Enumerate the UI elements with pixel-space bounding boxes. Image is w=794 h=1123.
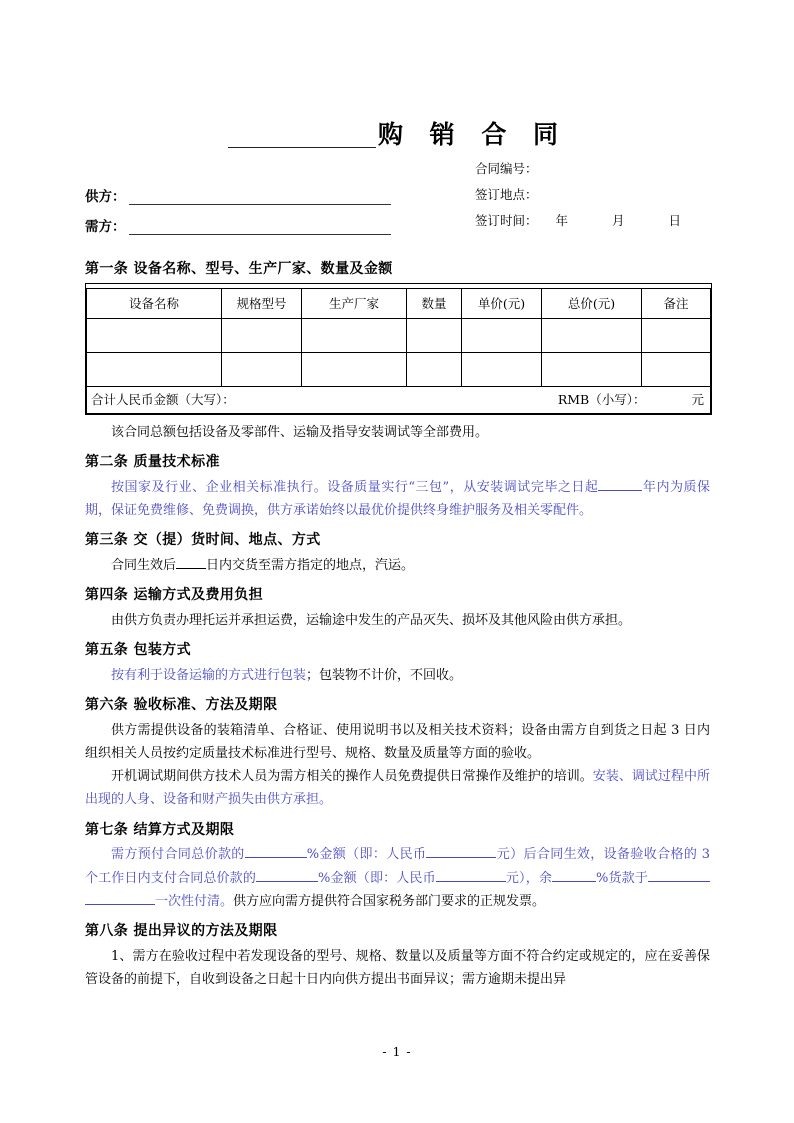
payment-date-blank-2[interactable]	[85, 904, 155, 905]
warranty-years-blank[interactable]	[598, 490, 642, 491]
cell-unit-price[interactable]	[462, 352, 542, 386]
col-header-model: 规格型号	[222, 288, 302, 318]
payment-date-blank-1[interactable]	[648, 881, 710, 882]
section-3-heading: 第三条 交（提）货时间、地点、方式	[85, 532, 321, 549]
total-amount-label: 合计人民币金额（大写）：	[91, 392, 235, 408]
buyer-label: 需方：	[85, 219, 126, 235]
contract-meta-block	[475, 162, 710, 244]
section-6-text-black: 开机调试期间供方技术人员为需方相关的操作人员免费提供日常操作及维护的培训。	[111, 769, 593, 785]
col-header-remark: 备注	[642, 288, 711, 318]
section-1-note: 该合同总额包括设备及零部件、运输及指导安装调试等全部费用。	[111, 424, 489, 440]
sign-time-label: 签订时间：	[475, 212, 538, 228]
supplier-input[interactable]	[129, 189, 391, 205]
section-6-heading: 第六条 验收标准、方法及期限	[85, 697, 278, 714]
rmb-amount-label: RMB（小写）：	[557, 392, 646, 408]
section-7-text-2: %金额（即：人民币	[306, 847, 427, 863]
section-7-text-1: 需方预付合同总价款的	[111, 847, 245, 863]
remainder-percent-blank[interactable]	[552, 881, 596, 882]
section-5-heading: 第五条 包装方式	[85, 642, 192, 659]
total-cell	[87, 386, 711, 413]
cell-quantity[interactable]	[407, 318, 462, 352]
page-title: 购 销 合 同	[377, 119, 568, 149]
cell-name[interactable]	[87, 352, 222, 386]
title-blank-field[interactable]	[228, 121, 376, 148]
prepay-amount-blank[interactable]	[426, 857, 496, 858]
document-body	[85, 100, 710, 991]
col-header-manufacturer: 生产厂家	[302, 288, 407, 318]
parties-block	[85, 162, 435, 244]
section-6-text-blue: 安装、调试过程中所出现的人身、设备和财产损失由供方承担。	[85, 769, 710, 808]
section-7-text-6: %货款于	[596, 870, 648, 886]
document-title-row	[85, 100, 710, 148]
goods-table	[86, 288, 711, 414]
buyer-input[interactable]	[129, 219, 391, 235]
section-7-text-5: 元），余	[505, 870, 553, 886]
table-header-row	[87, 288, 711, 318]
section-3-text-b: 日内交货至需方指定的地点，汽运。	[206, 558, 415, 574]
cell-total-price[interactable]	[542, 318, 642, 352]
section-4-paragraph: 由供方负责办理托运并承担运费，运输途中发生的产品灭失、损坏及其他风险由供方承担。	[111, 613, 632, 629]
cell-manufacturer[interactable]	[302, 318, 407, 352]
section-5-paragraph	[85, 664, 710, 687]
section-6-paragraph-2	[85, 765, 710, 811]
sign-place-label: 签订地点：	[475, 186, 538, 202]
section-1-heading: 第一条 设备名称、型号、生产厂家、数量及金额	[85, 261, 393, 277]
section-3-text-a: 合同生效后	[111, 558, 177, 574]
section-6-paragraph-1: 供方需提供设备的装箱清单、合格证、使用说明书以及相关技术资料；设备由需方自到货之日起 3 日内组织相关人员按约定质量技术标准进行型号、规格、数量及质量等方面的验收。	[85, 723, 710, 762]
cell-model[interactable]	[222, 352, 302, 386]
section-8-heading: 第八条 提出异议的方法及期限	[85, 922, 278, 939]
section-7-paragraph	[85, 843, 710, 912]
section-3-paragraph	[85, 554, 710, 577]
section-7-heading: 第七条 结算方式及期限	[85, 821, 235, 838]
sign-time-ymd[interactable]: 年 月 日	[555, 212, 701, 228]
cell-remark[interactable]	[642, 352, 711, 386]
cell-remark[interactable]	[642, 318, 711, 352]
col-header-total-price: 总价(元)	[542, 288, 642, 318]
cell-total-price[interactable]	[542, 352, 642, 386]
cell-name[interactable]	[87, 318, 222, 352]
delivery-days-blank[interactable]	[176, 568, 206, 569]
col-header-name: 设备名称	[87, 288, 222, 318]
contract-number-row	[475, 162, 710, 176]
section-4-heading: 第四条 运输方式及费用负担	[85, 587, 264, 604]
table-row[interactable]	[87, 318, 711, 352]
section-7-text-7: 一次性付清。	[155, 893, 234, 909]
cell-model[interactable]	[222, 318, 302, 352]
sign-place-row	[475, 188, 710, 202]
buyer-row	[85, 214, 435, 235]
supplier-label: 供方：	[85, 189, 126, 205]
cell-quantity[interactable]	[407, 352, 462, 386]
section-7-text-8: 供方应向需方提供符合国家税务部门要求的正规发票。	[233, 893, 546, 909]
cell-manufacturer[interactable]	[302, 352, 407, 386]
section-7-text-4: %金额（即：人民币	[318, 870, 436, 886]
section-8-paragraph: 1、需方在验收过程中若发现设备的型号、规格、数量以及质量等方面不符合约定或规定的，应在妥善保管设备的前提下，自收到设备之日起十日内向供方提出书面异议；需方逾期未提出异	[85, 948, 710, 987]
cell-unit-price[interactable]	[462, 318, 542, 352]
table-row[interactable]	[87, 352, 711, 386]
col-header-unit-price: 单价(元)	[462, 288, 542, 318]
sign-time-row	[475, 214, 710, 228]
section-2-heading: 第二条 质量技术标准	[85, 454, 220, 471]
section-2-paragraph	[85, 476, 710, 522]
table-total-row	[87, 386, 711, 413]
section-5-text-blue: 按有利于设备运输的方式进行包装	[111, 668, 307, 684]
page-number: - 1 -	[382, 1044, 412, 1059]
col-header-quantity: 数量	[407, 288, 462, 318]
currency-unit-label: 元	[691, 392, 704, 408]
contract-number-label: 合同编号：	[475, 161, 538, 176]
section-2-text-a: 按国家及行业、企业相关标准执行。设备质量实行“三包”，从安装调试完毕之日起	[111, 479, 599, 495]
section-5-text-black: ；包装物不计价，不回收。	[306, 668, 463, 684]
second-percent-blank[interactable]	[256, 881, 318, 882]
supplier-row	[85, 184, 435, 205]
contract-header	[85, 162, 710, 244]
second-amount-blank[interactable]	[436, 881, 506, 882]
section-2-text-b: 年内为质保期，保证免费维修、免费调换，供方承诺始终以最优价提供终身维护服务及相关零配件。	[85, 479, 710, 519]
prepay-percent-blank[interactable]	[245, 857, 307, 858]
section-7-text-3: 元）后合同生效，设备验收合格的 3 个工作日内支付合同总价款的	[85, 847, 711, 886]
goods-table-frame	[85, 283, 712, 415]
